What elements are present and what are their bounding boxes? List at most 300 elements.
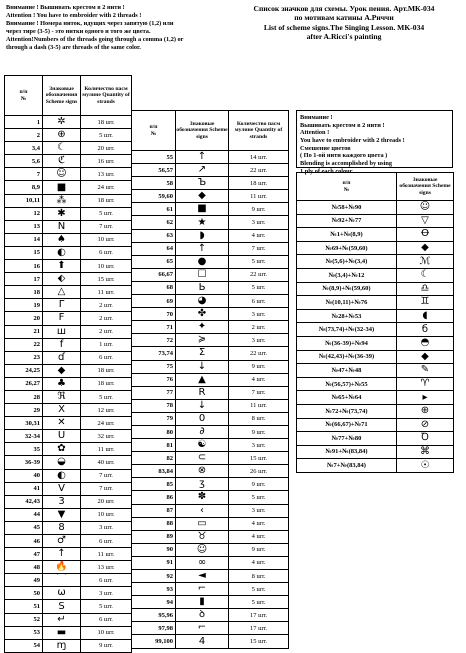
table-row <box>5 390 132 403</box>
note-line: Attention ! <box>300 129 330 137</box>
scheme-sign: ω <box>43 587 81 600</box>
table-row <box>297 214 454 228</box>
row-number: 41 <box>5 482 43 495</box>
table-row <box>5 194 132 207</box>
scheme-sign: ☯ <box>176 439 229 452</box>
row-number: 69 <box>132 295 176 308</box>
scheme-sign: ☐ <box>176 268 229 281</box>
header-quantity: Количество пасм мулине Quantity of strands <box>229 111 289 151</box>
table-row <box>132 635 289 648</box>
strand-quantity: 3 шт. <box>229 308 289 321</box>
scheme-sign: ☉ <box>397 459 454 473</box>
table-row <box>132 334 289 347</box>
scheme-sign: ★ <box>176 216 229 229</box>
scheme-sign: ∂ <box>176 425 229 438</box>
table-row <box>297 432 454 446</box>
scheme-sign: ℜ <box>43 390 81 403</box>
row-number: №58+№90 <box>297 201 397 215</box>
scheme-sign: ☺ <box>43 168 81 181</box>
scheme-sign: ◕ <box>176 295 229 308</box>
table-row <box>297 336 454 350</box>
strand-quantity: 3 шт. <box>229 216 289 229</box>
table-row <box>297 241 454 255</box>
table-row <box>132 308 289 321</box>
strand-quantity: 6 шт. <box>81 574 132 587</box>
row-number: 21 <box>5 325 43 338</box>
scheme-sign: ↑ <box>176 242 229 255</box>
table-row <box>5 129 132 142</box>
strand-quantity: 4 шт. <box>229 530 289 543</box>
table-row <box>5 312 132 325</box>
table-row <box>5 482 132 495</box>
strand-quantity: 4 шт. <box>229 517 289 530</box>
scheme-sign: ⌒ <box>43 574 81 587</box>
scheme-sign: ♈ <box>397 377 454 391</box>
scheme-sign: U <box>43 430 81 443</box>
row-number: 78 <box>132 399 176 412</box>
blending-table <box>296 172 454 473</box>
strand-quantity: 15 шт. <box>229 452 289 465</box>
header-signs: Знаковые обозначения Scheme signs <box>43 76 81 116</box>
table-row <box>132 596 289 609</box>
note-line: Вышивать крестом в 2 нити ! <box>300 121 385 129</box>
scheme-sign: Σ <box>176 347 229 360</box>
row-number: 29 <box>5 404 43 417</box>
row-number: 22 <box>5 338 43 351</box>
note-line: Внимание ! Вышивать крестом в 2 нити ! <box>6 4 125 11</box>
row-number: №(5,6)+№(3,4) <box>297 255 397 269</box>
strand-quantity: 22 шт. <box>229 268 289 281</box>
row-number: 28 <box>5 390 43 403</box>
scheme-sign: N <box>43 220 81 233</box>
row-number: №28+№53 <box>297 309 397 323</box>
table-row <box>5 443 132 456</box>
strand-quantity: 40 шт. <box>81 456 132 469</box>
table-row <box>297 255 454 269</box>
row-number: №92+№77 <box>297 214 397 228</box>
scheme-sign: ☾ <box>397 268 454 282</box>
scheme-sign: ⊕ <box>397 404 454 418</box>
table-row <box>5 299 132 312</box>
strand-quantity: 11 шт. <box>229 399 289 412</box>
table-row <box>5 116 132 129</box>
table-row <box>132 295 289 308</box>
note-line: through a dash (3-5) are threads of the same color. <box>6 44 141 52</box>
row-number: 42,43 <box>5 495 43 508</box>
scheme-sign: ✦ <box>176 321 229 334</box>
row-number: №(42,43)+№(36-39) <box>297 350 397 364</box>
scheme-sign: ▭ <box>176 517 229 530</box>
scheme-sign: ⬆ <box>43 260 81 273</box>
strand-quantity: 2 шт. <box>81 299 132 312</box>
header-number: п/п № <box>297 173 397 201</box>
table-row <box>132 556 289 569</box>
strand-quantity: 18 шт. <box>229 177 289 190</box>
table-row <box>132 242 289 255</box>
strand-quantity: 13 шт. <box>81 168 132 181</box>
strand-quantity: 18 шт. <box>81 364 132 377</box>
table-row <box>5 600 132 613</box>
table-row <box>132 373 289 386</box>
note-line: через тире (3-5) - это нитки одного и того же цвета. <box>6 28 151 36</box>
title-line: Список значков для схемы. Урок пения. Арт.МК-034 <box>253 4 435 13</box>
strand-quantity: 9 шт. <box>229 425 289 438</box>
scheme-sign: ◐ <box>43 469 81 482</box>
strand-quantity: 10 шт. <box>81 508 132 521</box>
row-number: 71 <box>132 321 176 334</box>
header-quantity: Количество пасм мулине Quantity of strands <box>81 76 132 116</box>
row-number: 80 <box>132 425 176 438</box>
row-number: 58 <box>132 177 176 190</box>
table-row <box>297 323 454 337</box>
table-row <box>297 282 454 296</box>
strand-quantity: 15 шт. <box>229 635 289 648</box>
table-row <box>5 613 132 626</box>
row-number: №(56,57)+№55 <box>297 377 397 391</box>
row-number: 49 <box>5 574 43 587</box>
note-line: Attention!Numbers of the threads going through a comma (1,2) or <box>6 36 184 44</box>
table-row <box>132 347 289 360</box>
table-row <box>5 233 132 246</box>
table-row <box>5 207 132 220</box>
strand-quantity: 5 шт. <box>81 207 132 220</box>
strand-quantity: 5 шт. <box>81 129 132 142</box>
table-row <box>297 364 454 378</box>
row-number: 92 <box>132 570 176 583</box>
strand-quantity: 6 шт. <box>229 295 289 308</box>
header-number: п/п № <box>5 76 43 116</box>
strand-quantity: 7 шт. <box>229 386 289 399</box>
table-row <box>132 229 289 242</box>
row-number: 68 <box>132 281 176 294</box>
row-number: 82 <box>132 452 176 465</box>
scheme-sign: ✤ <box>176 308 229 321</box>
row-number: 63 <box>132 229 176 242</box>
signs-table-1 <box>4 75 132 653</box>
table-row <box>5 508 132 521</box>
row-number: 64 <box>132 242 176 255</box>
row-number: 44 <box>5 508 43 521</box>
strand-quantity: 11 шт. <box>81 548 132 561</box>
scheme-sign: ◗ <box>176 229 229 242</box>
strand-quantity: 4 шт. <box>229 229 289 242</box>
row-number: №(73,74)+№(32-34) <box>297 323 397 337</box>
table-row <box>5 286 132 299</box>
table-row <box>297 391 454 405</box>
table-row <box>132 386 289 399</box>
scheme-sign: ⊂ <box>176 452 229 465</box>
signs-table-2 <box>131 110 289 649</box>
row-number: №(3,4)+№12 <box>297 268 397 282</box>
header-number: п/п № <box>132 111 176 151</box>
table-row <box>5 535 132 548</box>
table-row <box>5 469 132 482</box>
table-row <box>132 478 289 491</box>
table-row <box>132 321 289 334</box>
scheme-sign: R <box>176 386 229 399</box>
strand-quantity: 2 шт. <box>81 312 132 325</box>
table-row <box>297 377 454 391</box>
row-number: 35 <box>5 443 43 456</box>
row-number: 53 <box>5 626 43 639</box>
table-row <box>5 548 132 561</box>
table-row <box>132 360 289 373</box>
table-row <box>5 260 132 273</box>
strand-quantity: 9 шт. <box>229 203 289 216</box>
row-number: 48 <box>5 561 43 574</box>
row-number: 10,11 <box>5 194 43 207</box>
scheme-sign: ☺ <box>176 543 229 556</box>
strand-quantity: 9 шт. <box>229 478 289 491</box>
row-number: №47+№48 <box>297 364 397 378</box>
table-row <box>297 296 454 310</box>
row-number: №77+№80 <box>297 432 397 446</box>
strand-quantity: 10 шт. <box>81 260 132 273</box>
table-row <box>132 177 289 190</box>
row-number: 26,27 <box>5 377 43 390</box>
strand-quantity: 3 шт. <box>229 439 289 452</box>
strand-quantity: 5 шт. <box>229 281 289 294</box>
strand-quantity: 18 шт. <box>81 377 132 390</box>
row-number: №1+№(8,9) <box>297 228 397 242</box>
scheme-sign: 4 <box>176 635 229 648</box>
row-number: 14 <box>5 233 43 246</box>
strand-quantity: 20 шт. <box>81 495 132 508</box>
row-number: 12 <box>5 207 43 220</box>
table-row <box>5 574 132 587</box>
row-number: 17 <box>5 273 43 286</box>
table-row <box>132 439 289 452</box>
table-row <box>132 399 289 412</box>
row-number: 66,67 <box>132 268 176 281</box>
strand-quantity: 5 шт. <box>229 583 289 596</box>
scheme-sign: ↓ <box>176 399 229 412</box>
scheme-sign: б <box>397 323 454 337</box>
row-number: 90 <box>132 543 176 556</box>
scheme-sign: ⌐ <box>176 583 229 596</box>
strand-quantity: 11 шт. <box>81 286 132 299</box>
strand-quantity: 7 шт. <box>81 482 132 495</box>
row-number: 52 <box>5 613 43 626</box>
table-row <box>297 350 454 364</box>
row-number: 62 <box>132 216 176 229</box>
table-row <box>132 465 289 478</box>
scheme-sign: ⁂ <box>43 194 81 207</box>
scheme-sign: ✎ <box>397 364 454 378</box>
strand-quantity: 22 шт. <box>229 164 289 177</box>
row-number: 77 <box>132 386 176 399</box>
note-line: ( По 1-ой нити каждого цвета ) <box>300 152 388 160</box>
table-row <box>5 155 132 168</box>
table-row <box>132 412 289 425</box>
strand-quantity: 6 шт. <box>81 246 132 259</box>
row-number: 32-34 <box>5 430 43 443</box>
strand-quantity: 2 шт. <box>229 321 289 334</box>
scheme-sign: ✕ <box>43 417 81 430</box>
scheme-sign: ◖ <box>397 309 454 323</box>
row-number: 54 <box>5 639 43 652</box>
scheme-sign: ℭ <box>43 155 81 168</box>
table-row <box>5 495 132 508</box>
scheme-sign: ↑ <box>43 548 81 561</box>
scheme-sign: ⊕ <box>43 129 81 142</box>
scheme-sign: ▼ <box>43 508 81 521</box>
row-number: 51 <box>5 600 43 613</box>
scheme-sign: Ь <box>176 281 229 294</box>
scheme-sign: ▬ <box>43 626 81 639</box>
row-number: №(10,11)+№76 <box>297 296 397 310</box>
table-row <box>297 309 454 323</box>
row-number: 99,100 <box>132 635 176 648</box>
scheme-sign: ↓ <box>176 360 229 373</box>
table-row <box>5 338 132 351</box>
row-number: 81 <box>132 439 176 452</box>
strand-quantity: 14 шт. <box>229 151 289 164</box>
strand-quantity: 18 шт. <box>81 194 132 207</box>
scheme-sign: ▮ <box>176 596 229 609</box>
table-row <box>132 216 289 229</box>
row-number: 13 <box>5 220 43 233</box>
scheme-sign: ✿ <box>43 443 81 456</box>
strand-quantity: 11 шт. <box>229 190 289 203</box>
scheme-sign: ■ <box>43 181 81 194</box>
row-number: №69+№(59,60) <box>297 241 397 255</box>
table-row <box>5 273 132 286</box>
title-line: по мотивам катины А.Риччи <box>294 13 394 23</box>
table-row <box>5 430 132 443</box>
row-number: 50 <box>5 587 43 600</box>
scheme-sign: ∞ <box>176 556 229 569</box>
table-row <box>297 268 454 282</box>
table-row <box>5 325 132 338</box>
scheme-sign: Ꝋ <box>397 228 454 242</box>
table-row <box>5 168 132 181</box>
scheme-sign: △ <box>43 286 81 299</box>
row-number: 95,96 <box>132 609 176 622</box>
row-number: 7 <box>5 168 43 181</box>
scheme-sign: ↗ <box>176 164 229 177</box>
scheme-sign: ↵ <box>43 613 81 626</box>
strand-quantity: 6 шт. <box>81 351 132 364</box>
row-number: 15 <box>5 246 43 259</box>
row-number: 30,31 <box>5 417 43 430</box>
strand-quantity: 17 шт. <box>229 609 289 622</box>
table-row <box>5 142 132 155</box>
row-number: 45 <box>5 521 43 534</box>
strand-quantity: 20 шт. <box>81 142 132 155</box>
scheme-sign: ▽ <box>397 214 454 228</box>
table-row <box>5 246 132 259</box>
table-row <box>132 491 289 504</box>
strand-quantity: 12 шт. <box>81 404 132 417</box>
note-line: You have to embroider with 2 threads ! <box>300 137 405 145</box>
row-number: 19 <box>5 299 43 312</box>
scheme-sign: ✲ <box>43 116 81 129</box>
scheme-sign: f <box>43 338 81 351</box>
scheme-sign: ⊗ <box>176 465 229 478</box>
note-line: 1 ply of each colour. <box>300 167 354 175</box>
scheme-sign: ɗ <box>43 351 81 364</box>
scheme-sign: 🔥 <box>43 561 81 574</box>
row-number: 5,6 <box>5 155 43 168</box>
scheme-sign: ✽ <box>176 491 229 504</box>
strand-quantity: 7 шт. <box>229 242 289 255</box>
table-row <box>5 404 132 417</box>
row-number: 91 <box>132 556 176 569</box>
scheme-sign: ≽ <box>176 334 229 347</box>
row-number: 83,84 <box>132 465 176 478</box>
strand-quantity: 5 шт. <box>229 491 289 504</box>
strand-quantity: 7 шт. <box>81 469 132 482</box>
table-row <box>5 220 132 233</box>
row-number: 65 <box>132 255 176 268</box>
scheme-sign: ♣ <box>43 377 81 390</box>
table-row <box>5 639 132 652</box>
scheme-sign: ӡ <box>176 478 229 491</box>
strand-quantity: 9 шт. <box>229 543 289 556</box>
row-number: 89 <box>132 530 176 543</box>
note-line: Внимание ! Номера ниток, идущих через запятую (1,2) или <box>6 20 174 28</box>
row-number: 85 <box>132 478 176 491</box>
row-number: 3,4 <box>5 142 43 155</box>
note-line: Внимание ! <box>300 114 333 121</box>
table-row <box>132 570 289 583</box>
strand-quantity: 9 шт. <box>229 360 289 373</box>
scheme-sign: ⊘ <box>397 418 454 432</box>
scheme-sign: ◄ <box>176 570 229 583</box>
row-number: 88 <box>132 517 176 530</box>
strand-quantity: 5 шт. <box>81 390 132 403</box>
scheme-sign: ‹ <box>176 504 229 517</box>
row-number: 1 <box>5 116 43 129</box>
scheme-sign: ◐ <box>43 246 81 259</box>
row-number: №72+№(73,74) <box>297 404 397 418</box>
scheme-sign: Ϝ <box>43 312 81 325</box>
row-number: 86 <box>132 491 176 504</box>
table-row <box>132 281 289 294</box>
strand-quantity: 8 шт. <box>229 412 289 425</box>
scheme-sign: ⬖ <box>43 273 81 286</box>
row-number: 61 <box>132 203 176 216</box>
note-line: Attention ! You have to embroider with 2 threads ! <box>6 12 142 20</box>
table-row <box>132 203 289 216</box>
strand-quantity: 18 шт. <box>81 116 132 129</box>
table-row <box>5 626 132 639</box>
strand-quantity: 3 шт. <box>229 504 289 517</box>
scheme-sign: ☺ <box>397 201 454 215</box>
strand-quantity: 8 шт. <box>229 570 289 583</box>
row-number: №(36-39)+№94 <box>297 336 397 350</box>
row-number: 16 <box>5 260 43 273</box>
strand-quantity: 5 шт. <box>229 255 289 268</box>
blending-note <box>296 110 453 175</box>
table-row <box>5 561 132 574</box>
scheme-sign: ◆ <box>397 350 454 364</box>
table-row <box>5 587 132 600</box>
scheme-sign: ⌐ <box>176 622 229 635</box>
strand-quantity: 5 шт. <box>81 600 132 613</box>
table-row <box>132 543 289 556</box>
table-row <box>297 404 454 418</box>
table-row <box>5 364 132 377</box>
row-number: 46 <box>5 535 43 548</box>
row-number: №91+№(83,84) <box>297 445 397 459</box>
strand-quantity: 4 шт. <box>229 373 289 386</box>
note-line: Смешение цветов <box>300 144 351 152</box>
scheme-sign: X <box>43 404 81 417</box>
row-number: 2 <box>5 129 43 142</box>
scheme-sign: ▲ <box>176 373 229 386</box>
